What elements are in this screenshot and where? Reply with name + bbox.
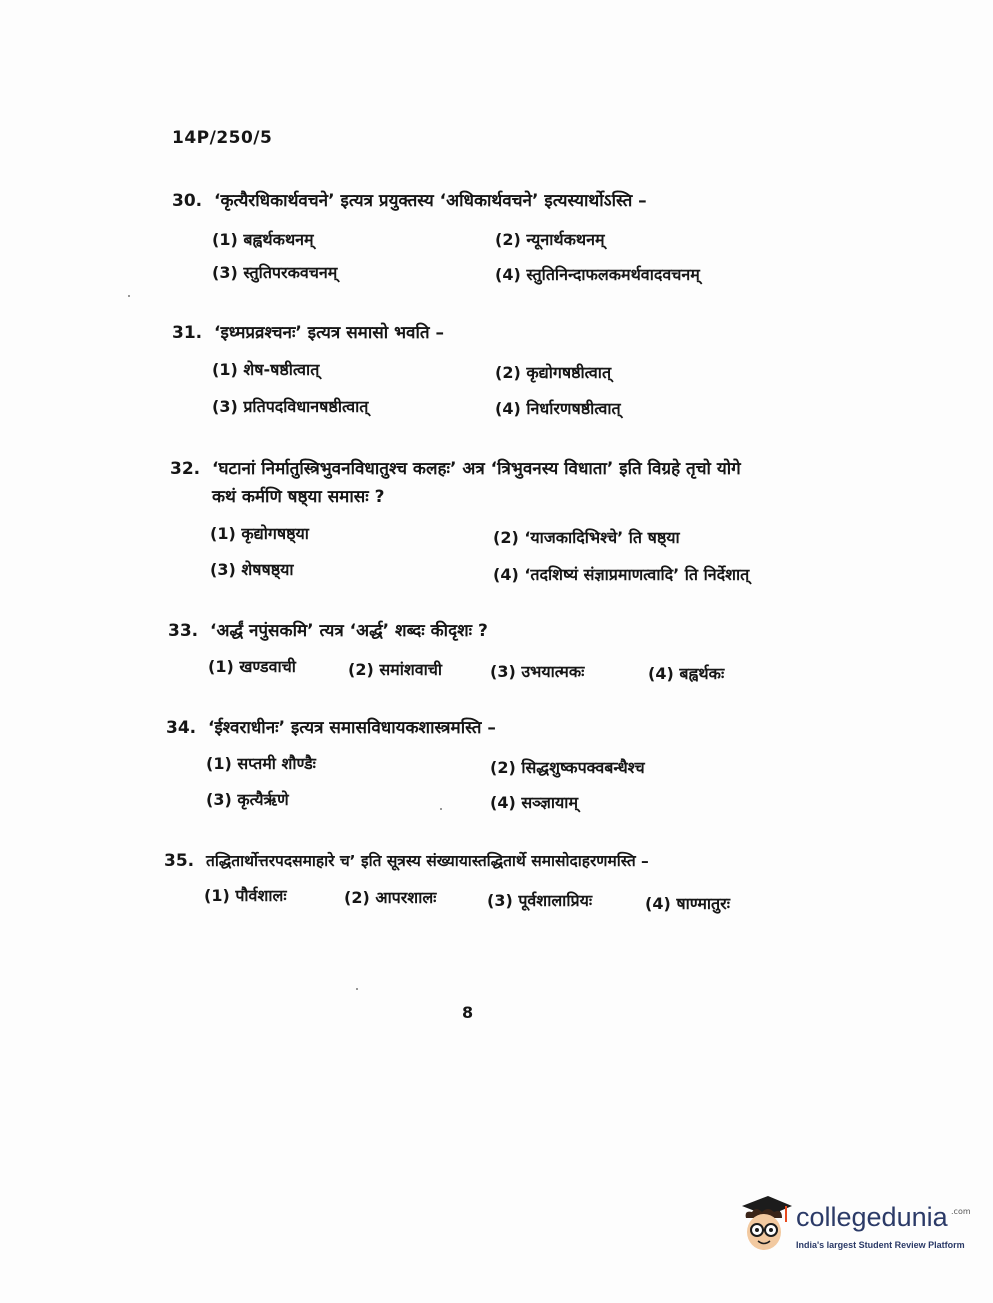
- question-number: 32.: [170, 459, 201, 479]
- option-32-2: (2) ‘याजकादिभिश्चे’ ति षष्ठ्या: [493, 528, 680, 547]
- option-32-4: (4) ‘तदशिष्यं संज्ञाप्रमाणत्वादि’ ति निर्देशात्: [493, 565, 750, 584]
- option-31-1: (1) शेष-षष्ठीत्वात्: [212, 360, 320, 379]
- option-35-1: (1) पौर्वशालः: [204, 886, 287, 905]
- question-text: ‘कृत्यैरधिकार्थवचने’ इत्यत्र प्रयुक्तस्य ‘अधिकार्थवचने’ इत्यस्यार्थोऽस्ति –: [214, 191, 647, 211]
- option-34-3: (3) कृत्यैर्ऋणे: [206, 790, 289, 809]
- student-mascot-icon: [736, 1192, 794, 1264]
- paper-code: 14P/250/5: [172, 128, 273, 148]
- question-number: 30.: [172, 191, 203, 211]
- option-31-3: (3) प्रतिपदविधानषष्ठीत्वात्: [212, 397, 369, 416]
- brand-suffix: .com: [951, 1207, 971, 1216]
- option-30-1: (1) बह्वर्थकथनम्: [212, 230, 314, 249]
- brand-tagline: India's largest Student Review Platform: [796, 1240, 965, 1250]
- option-34-4: (4) सञ्ज्ञायाम्: [490, 793, 579, 812]
- question-text: ‘ईश्वराधीनः’ इत्यत्र समासविधायकशास्त्रमस्ति –: [208, 718, 496, 738]
- question-number: 31.: [172, 323, 203, 343]
- scan-speck: [440, 808, 442, 810]
- collegedunia-logo: [736, 1192, 971, 1264]
- option-35-2: (2) आपरशालः: [344, 888, 437, 907]
- question-number: 34.: [166, 718, 197, 738]
- scan-speck: [356, 988, 358, 990]
- option-33-3: (3) उभयात्मकः: [490, 662, 585, 681]
- option-35-4: (4) षाण्मातुरः: [645, 894, 730, 913]
- option-33-2: (2) समांशवाची: [348, 660, 443, 679]
- question-number: 35.: [164, 851, 195, 871]
- page-number: 8: [462, 1003, 474, 1022]
- question-text: तद्धितार्थोत्तरपदसमाहारे च’ इति सूत्रस्य संख्यायास्तद्धितार्थे समासोदाहरणमस्ति –: [206, 852, 649, 870]
- option-30-3: (3) स्तुतिपरकवचनम्: [212, 263, 338, 282]
- scan-speck: [128, 295, 130, 297]
- question-text: ‘इध्मप्रव्रश्चनः’ इत्यत्र समासो भवति –: [214, 323, 444, 343]
- option-32-1: (1) कृद्योगषष्ठ्या: [210, 524, 309, 543]
- question-text: ‘अर्द्धं नपुंसकमि’ त्यत्र ‘अर्द्ध’ शब्दः कीदृशः ?: [210, 621, 488, 641]
- question-number: 33.: [168, 621, 199, 641]
- option-33-1: (1) खण्डवाची: [208, 657, 296, 676]
- option-31-4: (4) निर्धारणषष्ठीत्वात्: [495, 399, 621, 418]
- option-34-2: (2) सिद्धशुष्कपक्वबन्धैश्च: [490, 758, 645, 777]
- option-34-1: (1) सप्तमी शौण्डैः: [206, 754, 316, 773]
- question-text-line2: कथं कर्मणि षष्ठ्या समासः ?: [212, 487, 385, 507]
- option-30-4: (4) स्तुतिनिन्दाफलकमर्थवादवचनम्: [495, 265, 700, 284]
- option-30-2: (2) न्यूनार्थकथनम्: [495, 230, 605, 249]
- option-35-3: (3) पूर्वशालाप्रियः: [487, 891, 593, 910]
- option-33-4: (4) बह्वर्थकः: [648, 664, 725, 683]
- question-text-line1: ‘घटानां निर्मातुस्त्रिभुवनविधातुश्च कलहः’ अत्र ‘त्रिभुवनस्य विधाता’ इति विग्रहे तृचो योगे: [212, 459, 741, 479]
- option-32-3: (3) शेषषष्ठ्या: [210, 560, 294, 579]
- brand-name: collegedunia: [796, 1202, 948, 1232]
- option-31-2: (2) कृद्योगषष्ठीत्वात्: [495, 363, 612, 382]
